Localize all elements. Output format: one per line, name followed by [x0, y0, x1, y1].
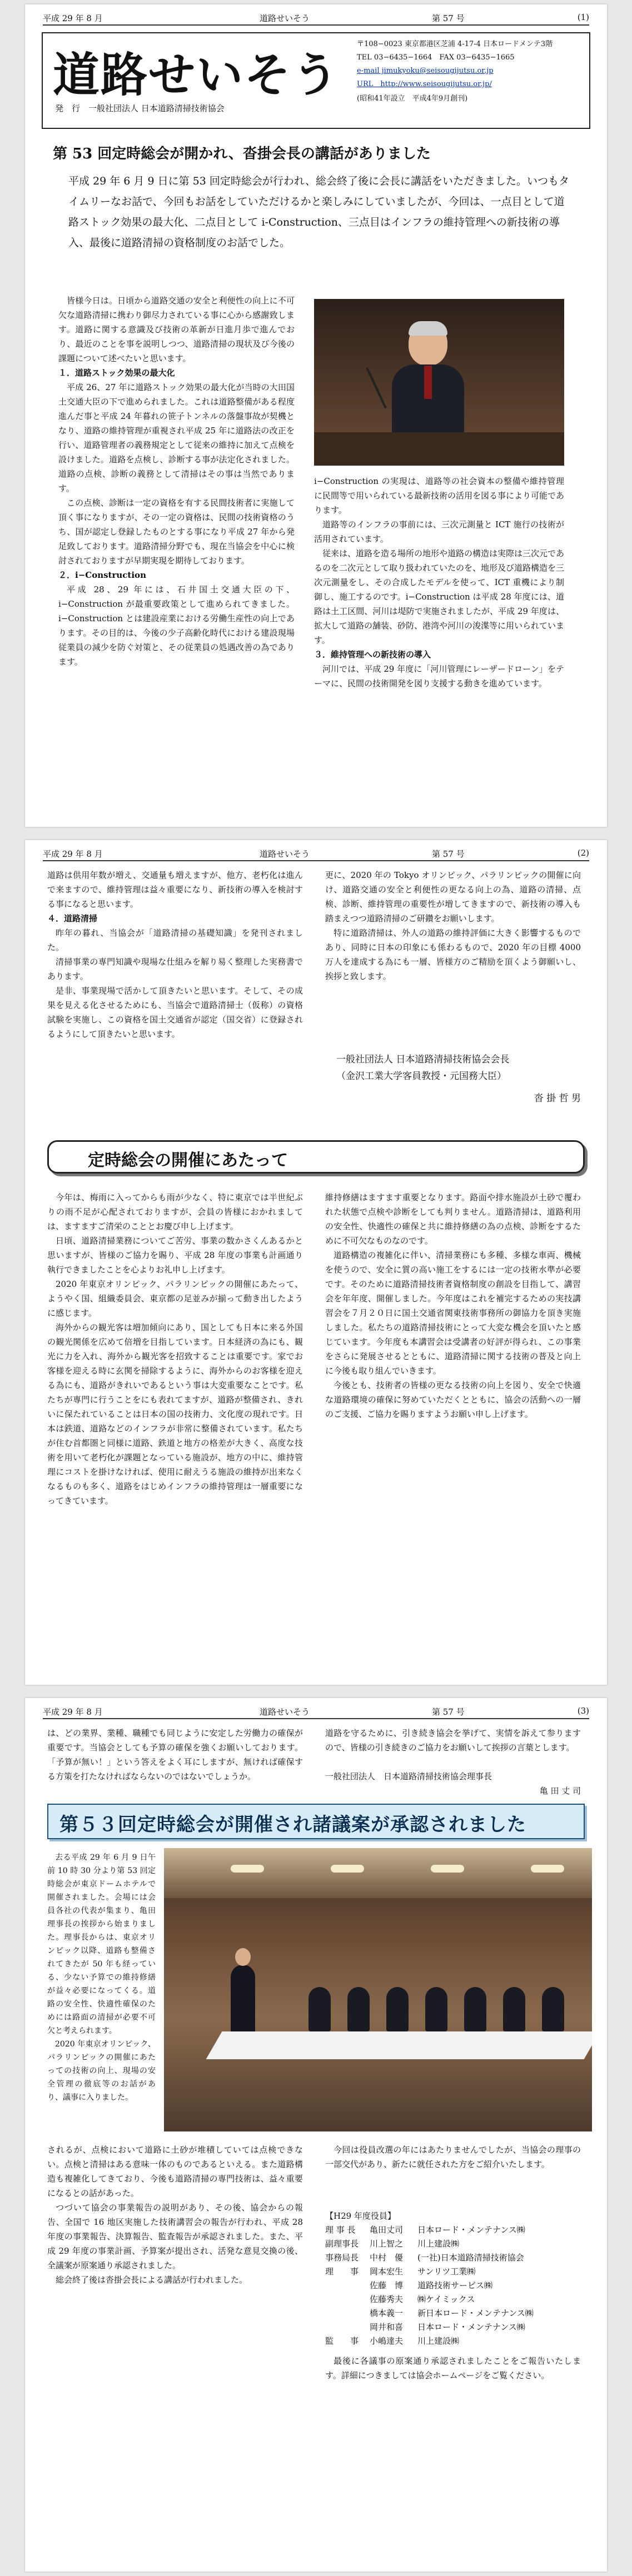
paragraph: 総会終了後は沓掛会長による講話が行われました。	[56, 2275, 248, 2285]
paragraph: 今回は役員改選の年にはあたりませんでしたが、当協会の理事の一部交代があり、新たに就任された方をご紹介いたします。	[325, 2145, 581, 2169]
paragraph: 平成 28、29 年には、石井国土交通大臣の下、i−Construction が最重要政策として進められてきました。i−Construction とは建設産業における労働生産性の向上であります。その目的は、今後の少子高齢化時代における建設現場従業員の減少を防ぐ対策と、その従業員の処遇改善の為であります。	[58, 585, 295, 667]
conference-table	[206, 2031, 592, 2059]
opening-remarks-right	[325, 1190, 581, 1421]
masthead-publisher: 発 行 一般社団法人 日本道路清掃技術協会	[55, 103, 225, 113]
paragraph: 河川では、平成 29 年度に「河川管理にレーザードローン」をテーマに、民間の技術開発を図り支援する動きを進めています。	[314, 664, 564, 688]
paragraph: 海外からの観光客は増加傾向にあり、国としても日本に来る外国の観光関係を広めて倍増を目指しています。日本経済の為にも、観光に力を入れ、海外から観光客を招致することは重要です。家でお客様を迎える時に玄関を掃除するように、海外からのお客様を迎える為にも、道路がきれいであるという事は大変重要なことです。私たちが専門に行うことをにも表れてますが、道路が整備され、きれいに保たれていることは日本の国の技術力、文化度の現れです。日本は鉄道、道路などのインフラが非常に整備されています。私たちが住む首都圏と同様に道路、鉄道と地方の格差が大きく、高度な技術を用いて老朽化が課題となっている施設が、地方の中に、維持管理にコストを掛けなければ、使用に耐えうる施設の維持が出来なくなるものも多く、道路をはじめインフラの維持管理は一層重要になってきています。	[47, 1322, 303, 1506]
meeting-banner-title: 第５３回定時総会が開催され諸議案が承認されました	[59, 1814, 526, 1836]
paragraph: 2020 年東京オリンピック、パラリンピックの開催にあたって、ようやく国、組織委員会、東京都の足並みが揃って動き出したように感じます。	[47, 1279, 303, 1318]
masthead-title: 道路せいそう	[53, 48, 340, 102]
article-right-column	[314, 474, 564, 691]
opening-remarks-left	[47, 1190, 303, 1508]
roster-row: 理 事 長 亀田丈司 日本ロード・メンテナンス㈱	[325, 2225, 525, 2235]
paragraph: 平成 26、27 年に道路ストック効果の最大化が当時の大田国土交通大臣の下で進められました。これは道路整備がある程度進んだ事と平成 24 年暮れの笹子トンネルの落盤事故が契機となり、道路の維持管理が重視され平成 25 年に道路法の改正を行い、道路管理者の義務規定として従来の維持に加えて点検を設けました。道路を点検し、診断する事が法定化されました。道路の点検、診断の義務として清掃はその事は当然であります。	[58, 382, 295, 493]
roster-row: 事務局長 中村 優 (一社)日本道路清掃技術協会	[325, 2253, 524, 2263]
speaker-figure	[392, 321, 464, 443]
paragraph: 皆様今日は。日頃から道路交通の安全と利便性の向上に不可欠な道路清掃に携わり御尽力されている事に心から感謝致します。道路に関する意識及び技術の革新が日進月歩で進んでおり、最近のことを事を説明しつつ、道路清掃の現状及び今後の課題について述べたいと思います。	[58, 296, 295, 363]
roster-row: 佐藤 博 道路技術サービス㈱	[370, 2280, 493, 2290]
paragraph: 今後とも、技術者の皆様の更なる技術の向上を図り、安全で快適な道路環境の確保に努めていただくとともに、協会の活動への一層のご支援、ご協力を賜りますようお願い申し上げます。	[325, 1380, 581, 1419]
header-issue: 第 57 号	[432, 849, 465, 859]
microphone-icon	[366, 367, 386, 408]
chairman-signature	[336, 1051, 581, 1107]
header-center: 道路せいそう	[260, 849, 310, 859]
roster-title: 【H29 年度役員】	[325, 2211, 396, 2221]
paragraph: 是非、事業现場で活かして頂きたいと思います。そして、その成果を見える化させるためにも、当協会で道路清掃士（仮称）の資格試験を実施し、この資格を国土交通省が認定（国交省）に登録されるようにして頂きたいと思います。	[47, 986, 303, 1039]
header-date: 平成 29 年 8 月	[43, 1707, 103, 1717]
signature-name: 沓 掛 哲 男	[534, 1093, 581, 1104]
header-center: 道路せいそう	[260, 13, 310, 23]
subheading: ４．道路清掃	[47, 913, 98, 923]
paragraph: されるが、点検において道路に土砂が堆積していては点検できない。点検と清掃はある意味一体のものであるといえる。また道路構造も複雑化してきており、今後も道路清掃の専門技術は、益々重要になるとの話があった。	[47, 2145, 303, 2198]
roster-row: 副理事長 川上智之 川上建設㈱	[325, 2239, 460, 2249]
paragraph: 更に、2020 年の Tokyo オリンピック、パラリンピックの開催に向け、道路交通の安全と利便性の更なる向上の為、道路の清掃、点検、診断、維持管理の重要性が増してきますので、新技術の導入も踏まえつつ道路清掃のご研鑽をお願いします。	[325, 870, 581, 923]
speaker-photo	[314, 299, 564, 466]
paragraph: 日頃、道路清掃業務についてご苦労、事業の数かさくんあるかと思いますが、皆様のご協力を賜り、平成 28 年度の事業も計画通り執行できましたことを心よりお礼申し上げます。	[47, 1236, 303, 1275]
paragraph: 昨年の暮れ、当協会が「道路清掃の基礎知識」を発刊されました。	[47, 928, 303, 952]
masthead	[42, 32, 590, 129]
paragraph: 従来は、道路を造る場所の地形や道路の構造は実際は三次元であるのを二次元として取り扱われていたのを、地形及び道路構造を三次元測量をし、その合成したモデルを使って、ICT 重機により制御し、施工するのです。i−Construction は平成 28 年度には、道路は土工区間、河川は堤防で実施されましたが、平成 29 年度は、拡大して道路の舗装、砂防、港湾や河川の浚渫等に用いられています。	[314, 548, 565, 645]
speech-continued-right	[325, 868, 581, 984]
director-signature-name: 亀 田 丈 司	[539, 1786, 581, 1796]
paragraph: 2020 年東京オリンピック、パラリンピックの開催にあたっての技術の向上、現場の安全管理の徹底等のお話があり、議事に入りました。	[47, 2040, 156, 2102]
header-page: (3)	[577, 1706, 589, 1716]
meeting-report-bottom-left	[47, 2143, 303, 2287]
paragraph: つづいて協会の事業報告の説明があり、その後、協会からの報告、全国で 16 地区実施した技術講習会の報告が行われ、平成 28 年度の事業報告、決算報告、監査報告が承認されました。また、平成 29 年度の事業計画、予算案が提出され、活発な意見交換の後、全議案が原案通り承認されました。	[47, 2203, 303, 2270]
paragraph: この点検、診断は一定の資格を有する民間技術者に実施して頂く事になりますが、その一定の資格は、民間の技術資格のうち、国が認定し登録したものとする事になり平成 27 年から発足致しております。道路清掃分野でも、現在当協会を中心に検討されておりますが早期実現を期待しております。	[58, 498, 295, 566]
closing-note	[325, 2354, 581, 2383]
roster-row: 岡井和喜 日本ロード・メンテナンス㈱	[370, 2322, 525, 2332]
roster-row: 佐藤秀夫 ㈱ケイミックス	[370, 2294, 475, 2304]
page-2	[25, 840, 607, 1685]
subheading: １．道路ストック効果の最大化	[58, 368, 175, 378]
section-banner	[47, 1140, 585, 1174]
roster-row: 監 事 小嶋達夫 川上建設㈱	[325, 2336, 460, 2346]
paragraph: 道路等のインフラの事前には、三次元測量と ICT 施行の技術が活用されています。	[314, 520, 564, 544]
masthead-address: 〒108−0023 東京都港区芝浦 4-17-4 日本ロードメンテ3階	[357, 40, 553, 48]
masthead-info	[357, 38, 553, 106]
signature-org: 一般社団法人 日本道路清掃技術協会会長	[336, 1054, 510, 1065]
header-page: (1)	[577, 12, 589, 22]
meeting-banner	[47, 1804, 585, 1839]
banner-title: 定時総会の開催にあたって	[88, 1151, 288, 1170]
page-1	[25, 4, 607, 827]
subheading: ２．i−Construction	[58, 570, 146, 580]
lectern	[314, 432, 564, 466]
paragraph: 道路構造の複雑化に伴い、清掃業務にも多種、多様な車両、機械を使うので、安全に質の高い施工をするには一定の技術水準が必要です。そのために道路清掃技術者資格制度の創設を目指して、講習会を年年度、開催しました。今年度はこれを補完するための実技講習会を７月２０日に国土交通省関東技術事務所の御協力を頂き実施しました。私たちの道路清掃技術にとって大変な機会を頂いたと感じています。今年度も本講習会は受講者の好評が得られ、この事業をさらに発展させるとともに、道路清掃に関する技術の普及と向上に今後も取り組んでいきます。	[325, 1250, 581, 1376]
remarks-continued-left	[47, 1726, 303, 1784]
speaker-figure	[231, 1965, 255, 2037]
header-page: (2)	[577, 848, 589, 858]
page-header	[43, 12, 589, 26]
masthead-tel: TEL 03−6435−1664 FAX 03−6435−1665	[357, 53, 515, 62]
paragraph: i−Construction の実現は、道路等の社会資本の整備や維持管理に民間等で用いられている最新技術の活用を図る事により可能であります。	[314, 476, 565, 515]
roster-row: 橋本義一 新日本ロード・メンテナンス㈱	[370, 2308, 534, 2318]
header-center: 道路せいそう	[260, 1707, 310, 1717]
roster-row: 理 事 岡本宏生 サンリツ工業㈱	[325, 2267, 476, 2277]
paragraph: 今年は、梅雨に入ってからも雨が少なく、特に東京では半世紀ぶりの雨不足が心配されておりますが、会員の皆様におかれましては、ますますご清栄のこととお慶び申し上げます。	[47, 1192, 303, 1231]
paragraph: 道路を守るために、引き続き協会を挙げて、実情を訴えて参りますので、皆様の引き続きのご協力をお願いして挨拶の言葉とします。	[325, 1728, 581, 1753]
masthead-established: (昭和41年設立 平成4年9月創刊)	[357, 94, 468, 103]
page-3	[25, 1698, 607, 2572]
speech-continued-left	[47, 868, 303, 1041]
page-header	[43, 1706, 589, 1719]
meeting-report-left	[47, 1851, 156, 2104]
masthead-email-link[interactable]: e-mail jimukyoku@seisougijutsu.or.jp	[357, 67, 494, 75]
article-lead: 平成 29 年 6 月 9 日に第 53 回定時総会が行われ、総会終了後に会長に講話をいただきました。いつもタイムリーなお話で、今回もお話をしていただけるかと楽しみにしていましたが、今回は、一点目として道路ストック効果の最大化、二点目として i-Construction、三点目はインフラの維持管理への新技術の導入、最後に道路清掃の資格制度のお話でした。	[68, 175, 569, 249]
masthead-url-link[interactable]: URL http://www.seisougijutsu.or.jp/	[357, 80, 492, 88]
paragraph: 維持修繕はますます重要となります。路面や排水施設が土砂で覆われた状態で点検や診断をしても判りません。道路清掃は、道路利用の安全性、快適性の確保と共に維持修繕の為の点検、診断をするために不可欠なものなのです。	[325, 1192, 581, 1246]
paragraph: 去る平成 29 年 6 月 9 日午前 10 時 30 分より第 53 回定時総会が東京ドームホテルで開催されました。会場には会員各社の代表が集まり、亀田理事長の挨拶から始まりました。理事長からは、東京オリンピック以降、道路も整備されてきたが 50 年も経っている、少ない予算での維持修繕が益々必要になってくる。道路の安全性、快適性確保のためには路面の清掃が必要不可欠と考えられます。	[47, 1853, 156, 2035]
meeting-photo	[164, 1848, 592, 2131]
paragraph: は、どの業界、業種、職種でも同じように安定した労働力の確保が重要です。当協会としても予算の確保を強くお願いしております。「予算が無い！」という答えをよく耳にしますが、無ければ確保する方策を打たなければならないのではないでしょうか。	[47, 1728, 303, 1781]
article-headline: 第 53 回定時総会が開かれ、沓掛会長の講話がありました	[53, 146, 431, 162]
page-header	[43, 848, 589, 861]
signature-affiliation: （金沢工業大学客員教授・元国務大臣）	[336, 1071, 506, 1082]
paragraph: 清掃事業の専門知識や現場な仕組みを解り易く整理した実務書であります。	[47, 957, 303, 981]
paragraph: 最後に各議事の原案通り承認されましたことをご報告いたします。詳細につきましては協会ホームページをご覧ください。	[325, 2356, 581, 2380]
header-date: 平成 29 年 8 月	[43, 849, 103, 859]
article-left-column	[58, 293, 295, 669]
officer-roster	[325, 2209, 581, 2348]
paragraph: 道路は供用年数が増え、交通量も増えますが、他方、老朽化は進んで来ますので、維持管理は益々重要になり、新技術の導入を検討する事になると思います。	[47, 870, 303, 909]
paragraph: 特に道路清掃は、外人の道路の維持評価に大きく影響するものであり、同時に日本の印象にも係わるもので、2020 年の目標 4000 万人を達成する為にも一層、皆様方のご精励を頂くよう御願いし、挨拶と致します。	[325, 928, 581, 981]
header-issue: 第 57 号	[432, 13, 465, 23]
header-date: 平成 29 年 8 月	[43, 13, 103, 23]
header-issue: 第 57 号	[432, 1707, 465, 1717]
remarks-continued-right	[325, 1726, 581, 1798]
meeting-report-bottom-right	[325, 2143, 581, 2171]
director-signature-org: 一般社団法人 日本道路清掃技術協会理事長	[325, 1771, 492, 1781]
subheading: ３．維持管理への新技術の導入	[314, 650, 431, 660]
